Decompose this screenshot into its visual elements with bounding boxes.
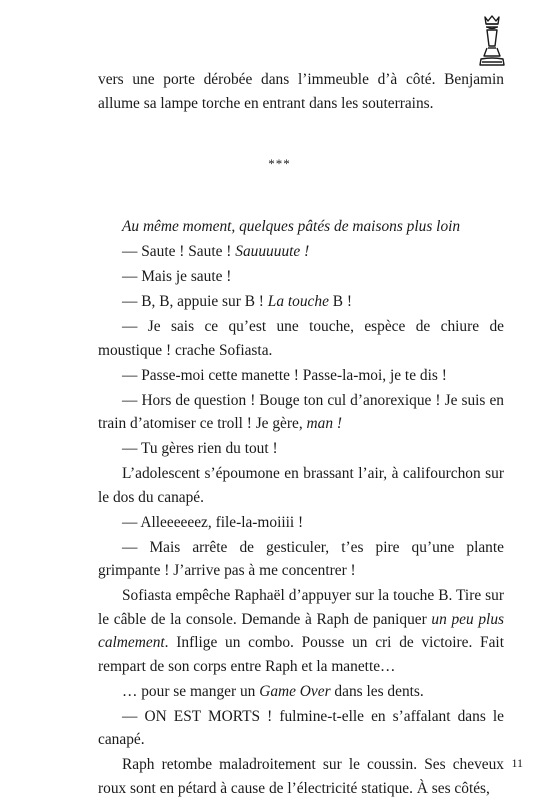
- p6-emphasis: man !: [306, 415, 343, 432]
- paragraph-6: [98, 389, 504, 436]
- page-number: 11: [511, 756, 523, 770]
- p3-text-c: B !: [328, 293, 353, 310]
- paragraph-13: — ON EST MORTS ! fulmine-t-elle en s’affalant dans le canapé.: [98, 707, 504, 748]
- scene-separator: ***: [268, 156, 291, 171]
- paragraph-3: [98, 290, 504, 314]
- p12-text-c: dans les dents.: [330, 682, 424, 700]
- p12-emphasis: Game Over: [259, 682, 331, 700]
- p6-text: — Hors de question ! Bouge ton cul d’anorexique ! Je suis en train d’atomiser ce troll ! Je gère,: [98, 391, 504, 432]
- p11-emphasis: un peu plus calmement: [98, 610, 505, 651]
- chess-queen-icon: [474, 14, 510, 68]
- paragraph-1: [98, 240, 504, 264]
- p11-text-a: Sofiasta empêche Raphaël d’appuyer sur la touche B. Tire sur le câble de la console. Demande à Raph de paniquer: [98, 587, 504, 628]
- paragraph-5: — Passe-moi cette manette ! Passe-la-moi, je te dis !: [122, 366, 447, 384]
- top-paragraph-block: [98, 68, 504, 115]
- paragraph-7: — Tu gères rien du tout !: [122, 440, 278, 457]
- p3-emphasis: La touche: [267, 293, 329, 310]
- paragraph-14: Raph retombe maladroitement sur le coussin. Ses cheveux roux sont en pétard à cause de l’électricité statique. À ses côtés,: [98, 756, 504, 797]
- top-paragraph: vers une porte dérobée dans l’immeuble d’à côté. Benjamin allume sa lampe torche en entrant dans les souterrains.: [98, 71, 504, 112]
- p11-text-c: . Inflige un combo. Pousse un cri de victoire. Fait rempart de son corps entre Raph et la manette…: [98, 634, 504, 675]
- p1-text: — Saute ! Saute !: [122, 243, 236, 260]
- paragraph-10: — Mais arrête de gesticuler, t’es pire qu’une plante grimpante ! J’arrive pas à me concentrer !: [98, 538, 504, 579]
- p12-text-a: … pour se manger un: [122, 682, 260, 700]
- p1-emphasis: Sauuuuute !: [235, 243, 310, 260]
- main-text-block: [98, 215, 504, 800]
- paragraph-11: [98, 584, 504, 678]
- paragraph-2: — Mais je saute !: [122, 268, 232, 285]
- paragraph-8: L’adolescent s’époumone en brassant l’air, à califourchon sur le dos du canapé.: [98, 465, 504, 506]
- paragraph-12: [98, 680, 504, 704]
- scene-heading-text: Au même moment, quelques pâtés de maisons plus loin: [122, 218, 461, 235]
- p3-text-a: — B, B, appuie sur B !: [122, 293, 268, 310]
- paragraph-9: — Alleeeeeez, file-la-moiiii !: [122, 513, 304, 531]
- paragraph-4: — Je sais ce qu’est une touche, espèce de chiure de moustique ! crache Sofiasta.: [98, 318, 504, 359]
- scene-heading: [98, 215, 504, 239]
